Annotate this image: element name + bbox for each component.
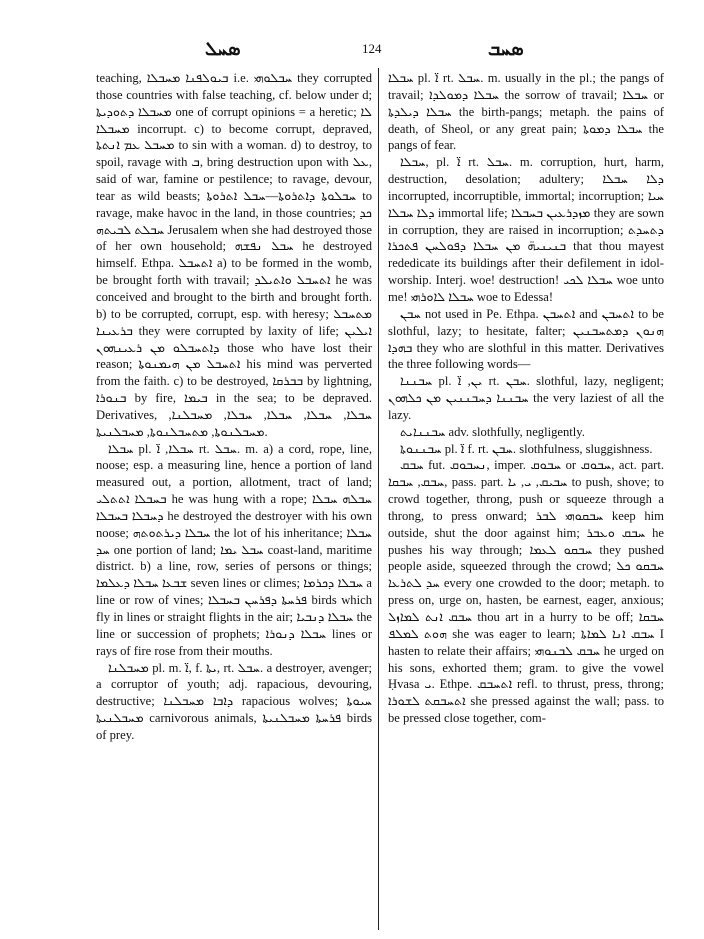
dictionary-entry: ܡܚܒܠܢܐ pl. m. ܐ̈, f. ܝܬܐ, rt. ܚܒܠ. a destroyer, avenger; a corruptor of youth; adj. rapacious, devouring, destructive; ܕܐܒܐ ܡܚܒܠܢܐ rapacious wolves; ܚܝܘܬܐ ܡܚܒܠܢܝܬܐ carnivorous animals, ܦܪܚܬܐ ܡܚܒܠܢܝܬܐ birds of prey. bbox=[96, 660, 372, 742]
left-column bbox=[96, 70, 372, 744]
dictionary-entry: ܚܒܠܐ pl. ܐ̈ rt. ܚܒܠ. m. usually in the pl.; the pangs of travail; ܚܒܠܐ ܕܡܘܠܕܐ the sorrow of travail; ܚܒܠܐ or ܚܒܠܐ ܕܝܠܕܬܐ the birth-pangs; metaph. the pains of death, of Sheol, or any great pain; ܚܒܠܐ ܕܡܘܬܐ the pangs of fear. bbox=[388, 71, 664, 153]
dictionary-entry: ܚܒܢܢܘܬܐ pl. ܐ̈ f. rt. ܚܒܢ. slothfulness, sluggishness. bbox=[400, 441, 653, 456]
dictionary-entry: ܚܒܠܐ, pl. ܐ̈ rt. ܚܒܠ. m. corruption, hurt, harm, destruction, desolation; adultery; ܕܠܐ ܚܒܠܐ incorrupted, incorruptible, immortal; incorruption; ܚܝܐ ܕܠܐ ܚܒܠܐ immortal life; ܡܙܕܪܥܝܢ ܒܚܒܠܐ they are sown in corruption, they are raised in incorruption; ܕܬܚܕܬ ܒܢܝܢܝܗ̈ ܡܢ ܚܒܠܐ ܕܦܘܠܚܢ ܦܬܟܪܐ that thou mayest rededicate its buildings after their defilement in idol-worship. Interj. woe! destruction! ܚܒܠܐ ܠܟܝ woe unto me! ܚܒܠܐ ܠܐܘܪܗܝ woe to Edessa! bbox=[388, 155, 665, 304]
dictionary-entry: teaching, ܒܝܘܠܦܢܐ ܡܚܒܠܐ i.e. ܚܒܠܘܗܝ they corrupted those countries with false teaching, cf. below under d; ܡܚܒܠܐ ܕܬܘܕܝܬܐ one of corrupt opinions = a heretic; ܠܐ ܡܚܒܠܐ incorrupt. c) to become corrupt, depraved, ܡܚܒܠ ܥܡ ܐܢܬܬܐ to sin with a woman. d) to destroy, to spoil, ravage with ܒ, bring destruction upon with ܥܠ, said of war, famine or pestilence; to ravage, devour, tear as wild beasts; ܚܒܠܘܬܐ ܕܐܬܪܘܬܐ—ܚܒܠ ܐܬܪܘܬܐ to ravage, make havoc in the land, in those countries; ܟܕ ܚܒܠܬ ܠܒܝܬܗ Jerusalem when she had destroyed those of her own household; ܚܒܠ ܢܦܫܗ he destroyed himself. Ethpa. ܐܬܚܒܠ a) to be formed in the womb, be brought forth with travail; ܐܬܚܒܠ ܘܐܬܝܠܕ he was conceived and brought to the birth and brought forth. b) to be corrupted, corrupt, esp. with heresy; ܡܬܚܒܠ ܒܪܥܝܢܐ they were corrupted by laxity of life; ܐܝܠܝܢ ܕܐܬܚܒܠܘ ܡܢ ܪܥܝܢܗܘܢ those who have lost their reason; ܐܬܚܒܠ ܡܢ ܗܝܡܢܘܬܐ his mind was perverted from the faith. c) to be destroyed, ܒܒܪܩܐ by lightning, ܒܢܘܪܐ by fire, ܒܝܡܐ in the sea; to be depraved. Derivatives, ܚܒܠܐ, ܚܒܠܐ, ܚܒܠܐ, ܚܒܠܐ, ܡܚܒܠܢܐ, ܡܚܒܠܢܘܬܐ, ܡܬܚܒܠܢܘܬܐ, ܡܚܒܠܢܝܬܐ. bbox=[96, 71, 373, 439]
dictionary-entry: ܚܒܢܢܐ pl. ܝܢ, ܐ̈ rt. ܚܒܢ. slothful, lazy, negligent; ܚܒܢܢܐ ܕܚܒܢܢܝܢ ܡܢ ܟܠܗܘܢ the very laziest of all the lazy. bbox=[388, 374, 664, 422]
left-running-headword: ܣܚܠ bbox=[205, 38, 241, 60]
dictionary-entry: ܚܒܩ fut. ܢܚܒܘܩ, imper. ܚܒܘܩ or ܚܒܘܩ, act. part. ܚܒܩ, ܚܒܩܐ, pass. part. ܚܒܝܩ, ܝ, ܝܐ to push, shove; to crowd together, throng, push or squeeze through a throng, to press onward; ܚܒܩܘܗܝ ܠܒܪ keep him outside, shut the door against him; ܚܒܩ ܘܥܒܪ he pushes his way through; ܚܒܩܘ ܠܥܡܐ they pushed people aside, squeezed through the crowd; ܚܒܩܘ ܟܠ ܚܕ ܠܬܪܥܐ every one crowded to the door; metaph. to press on, urge on, hasten, be earnest, eager, anxious; ܚܒܩ ܐܢܬ ܠܡܐܙܠ thou art in a hurry to be off; ܚܒܩܐ ܗܘܬ ܠܡܠܦ she was eager to learn; ܚܒܩ ܐܢܐ ܠܡܐܬܐ I hasten to relate their affairs; ܚܒܩ ܠܒܢܘܗܝ he urged on his sons, exhorted them; gram. to give the vowel Ḥvasa ܝ. Ethpe. ܐܬܚܒܩ refl. to thrust, press, throng; ܐܬܚܒܩܬ ܠܫܘܪܐ she pressed against the wall; pass. to be pressed close together, com- bbox=[388, 458, 665, 726]
dictionary-entry: ܚܒܠܐ pl. ܚܒܠܐ, ܐ̈ rt. ܚܒܠ. m. a) a cord, rope, line, noose; esp. a measuring line, hence a portion of land measured out, a portion, allotment, tract of land; ܒܚܒܠܐ ܐܬܬܠܝ he was hung with a rope; ܚܒܠܗ ܚܒܠܐ ܕܚܒܠܐ ܒܚܒܠܐ he destroyed the destroyer with his own noose; ܚܒܠܐ ܕܝܪܬܘܬܗ the lot of his inheritance; ܚܒܠܐ ܚܕ one portion of land; ܚܒܠ ܝܡܐ coast-land, maritime district. b) a line, row, series of persons or things; ܫܒܥܐ ܚܒܠܐ ܕܥܠܡܐ seven lines or climes; ܚܒܠܐ ܕܟܪܡܐ a line or row of vines; ܦܪܚܬܐ ܕܦܪܚܢ ܒܚܒܠܐ birds which fly in lines or straight flights in the air; ܚܒܠܐ ܕܢܒܝܐ the line or succession of prophets; ܚܒܠܐ ܕܢܘܪܐ lines or rays of fire rose from their mouths. bbox=[96, 441, 373, 658]
page-header bbox=[0, 38, 704, 68]
dictionary-entry: ܚܒܢܢܐܝܬ adv. slothfully, negligently. bbox=[400, 424, 585, 439]
right-running-headword: ܣܚܒ bbox=[488, 38, 524, 60]
column-divider bbox=[378, 68, 379, 930]
dictionary-entry: ܚܒܢ not used in Pe. Ethpa. ܐܬܚܒܢ and ܐܬܚܒܢ to be slothful, lazy; to hesitate, falter; ܗܢܘܢ ܕܡܬܚܒܢܝܢ ܒܗܕܐ they who are slothful in this matter. Derivatives the three following words— bbox=[388, 306, 664, 372]
page-number: 124 bbox=[362, 41, 382, 56]
right-column bbox=[388, 70, 664, 727]
